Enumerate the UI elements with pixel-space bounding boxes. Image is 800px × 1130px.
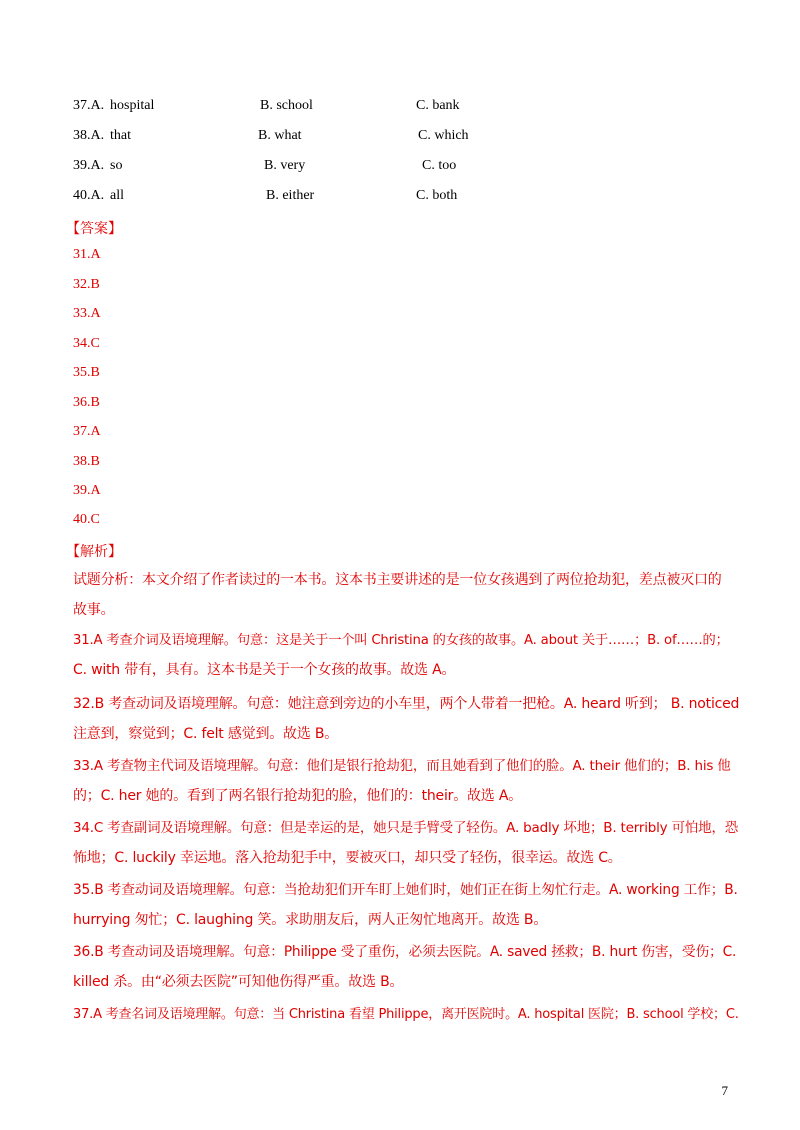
analysis-line: 怖地；C. luckily 幸运地。落入抢劫犯手中，要被灭口，却只受了轻伤，很幸运。故选 C。 bbox=[73, 849, 622, 866]
analysis-line: killed 杀。由“必须去医院”可知他伤得严重。故选 B。 bbox=[73, 973, 404, 990]
analysis-line: 31.A 考查介词及语境理解。句意：这是关于一个叫 Christina 的女孩的故事。A. about 关于……；B. of……的； bbox=[73, 633, 729, 648]
analysis-paragraph bbox=[73, 814, 739, 873]
analysis-line: 故事。 bbox=[73, 601, 115, 618]
answer-item: 32.B bbox=[73, 277, 100, 292]
analysis-line: hurrying 匆忙；C. laughing 笑。求助朋友后，两人正匆忙地离开。故选 B。 bbox=[73, 911, 548, 928]
analysis-line: 的；C. her 她的。看到了两名银行抢劫犯的脸，他们的：their。故选 A。 bbox=[73, 787, 523, 804]
answer-item: 37.A bbox=[73, 424, 101, 439]
option-b: B. either bbox=[266, 188, 315, 203]
analysis-paragraph bbox=[73, 752, 739, 811]
analysis-heading: 【解析】 bbox=[66, 545, 122, 560]
option-a: hospital bbox=[110, 98, 155, 113]
option-b: B. school bbox=[260, 98, 313, 113]
option-a: that bbox=[110, 128, 131, 143]
answer-item: 40.C bbox=[73, 512, 100, 527]
answer-item: 31.A bbox=[73, 247, 101, 262]
option-c: C. which bbox=[418, 128, 469, 143]
analysis-paragraph bbox=[73, 876, 739, 935]
answer-item: 33.A bbox=[73, 306, 101, 321]
option-row bbox=[73, 158, 733, 180]
option-c: C. both bbox=[416, 188, 458, 203]
question-number: 40.A. bbox=[73, 188, 105, 203]
analysis-line: 试题分析：本文介绍了作者读过的一本书。这本书主要讲述的是一位女孩遇到了两位抢劫犯，差点被灭口的 bbox=[73, 572, 722, 588]
option-b: B. what bbox=[258, 128, 302, 143]
page-number: 7 bbox=[721, 1083, 728, 1098]
option-a: all bbox=[110, 188, 124, 203]
question-number: 37.A. bbox=[73, 98, 105, 113]
answer-item: 36.B bbox=[73, 395, 100, 410]
analysis-line: 32.B 考查动词及语境理解。句意：她注意到旁边的小车里，两个人带着一把枪。A. heard 听到； B. noticed bbox=[73, 696, 740, 712]
analysis-paragraph bbox=[73, 938, 739, 997]
analysis-paragraph bbox=[73, 626, 739, 685]
question-number: 38.A. bbox=[73, 128, 105, 143]
option-c: C. bank bbox=[416, 98, 460, 113]
answer-item: 34.C bbox=[73, 336, 100, 351]
answer-item: 39.A bbox=[73, 483, 101, 498]
option-b: B. very bbox=[264, 158, 306, 173]
analysis-line: 36.B 考查动词及语境理解。句意：Philippe 受了重伤，必须去医院。A. saved 拯救；B. hurt 伤害，受伤；C. bbox=[73, 944, 737, 960]
answer-item: 38.B bbox=[73, 454, 100, 469]
analysis-line: C. with 带有，具有。这本书是关于一个女孩的故事。故选 A。 bbox=[73, 661, 456, 678]
option-row bbox=[73, 128, 733, 150]
answer-item: 35.B bbox=[73, 365, 100, 380]
analysis-line: 33.A 考查物主代词及语境理解。句意：他们是银行抢劫犯，而且她看到了他们的脸。A. their 他们的；B. his 他 bbox=[73, 758, 731, 774]
analysis-line: 注意到，察觉到；C. felt 感觉到。故选 B。 bbox=[73, 725, 339, 742]
analysis-line: 35.B 考查动词及语境理解。句意：当抢劫犯们开车盯上她们时，她们正在街上匆忙行走。A. working 工作；B. bbox=[73, 882, 738, 898]
analysis-line: 34.C 考查副词及语境理解。句意：但是幸运的是，她只是手臂受了轻伤。A. badly 坏地；B. terribly 可怕地，恐 bbox=[73, 820, 739, 836]
option-c: C. too bbox=[422, 158, 457, 173]
option-row bbox=[73, 98, 733, 120]
option-a: so bbox=[110, 158, 123, 173]
question-number: 39.A. bbox=[73, 158, 105, 173]
analysis-paragraph bbox=[73, 566, 739, 625]
option-row bbox=[73, 188, 733, 210]
analysis-line: 37.A 考查名词及语境理解。句意：当 Christina 看望 Philippe，离开医院时。A. hospital 医院；B. school 学校；C. bbox=[73, 1007, 739, 1022]
answer-heading: 【答案】 bbox=[66, 222, 122, 237]
analysis-paragraph bbox=[73, 1000, 739, 1030]
analysis-paragraph bbox=[73, 690, 739, 749]
